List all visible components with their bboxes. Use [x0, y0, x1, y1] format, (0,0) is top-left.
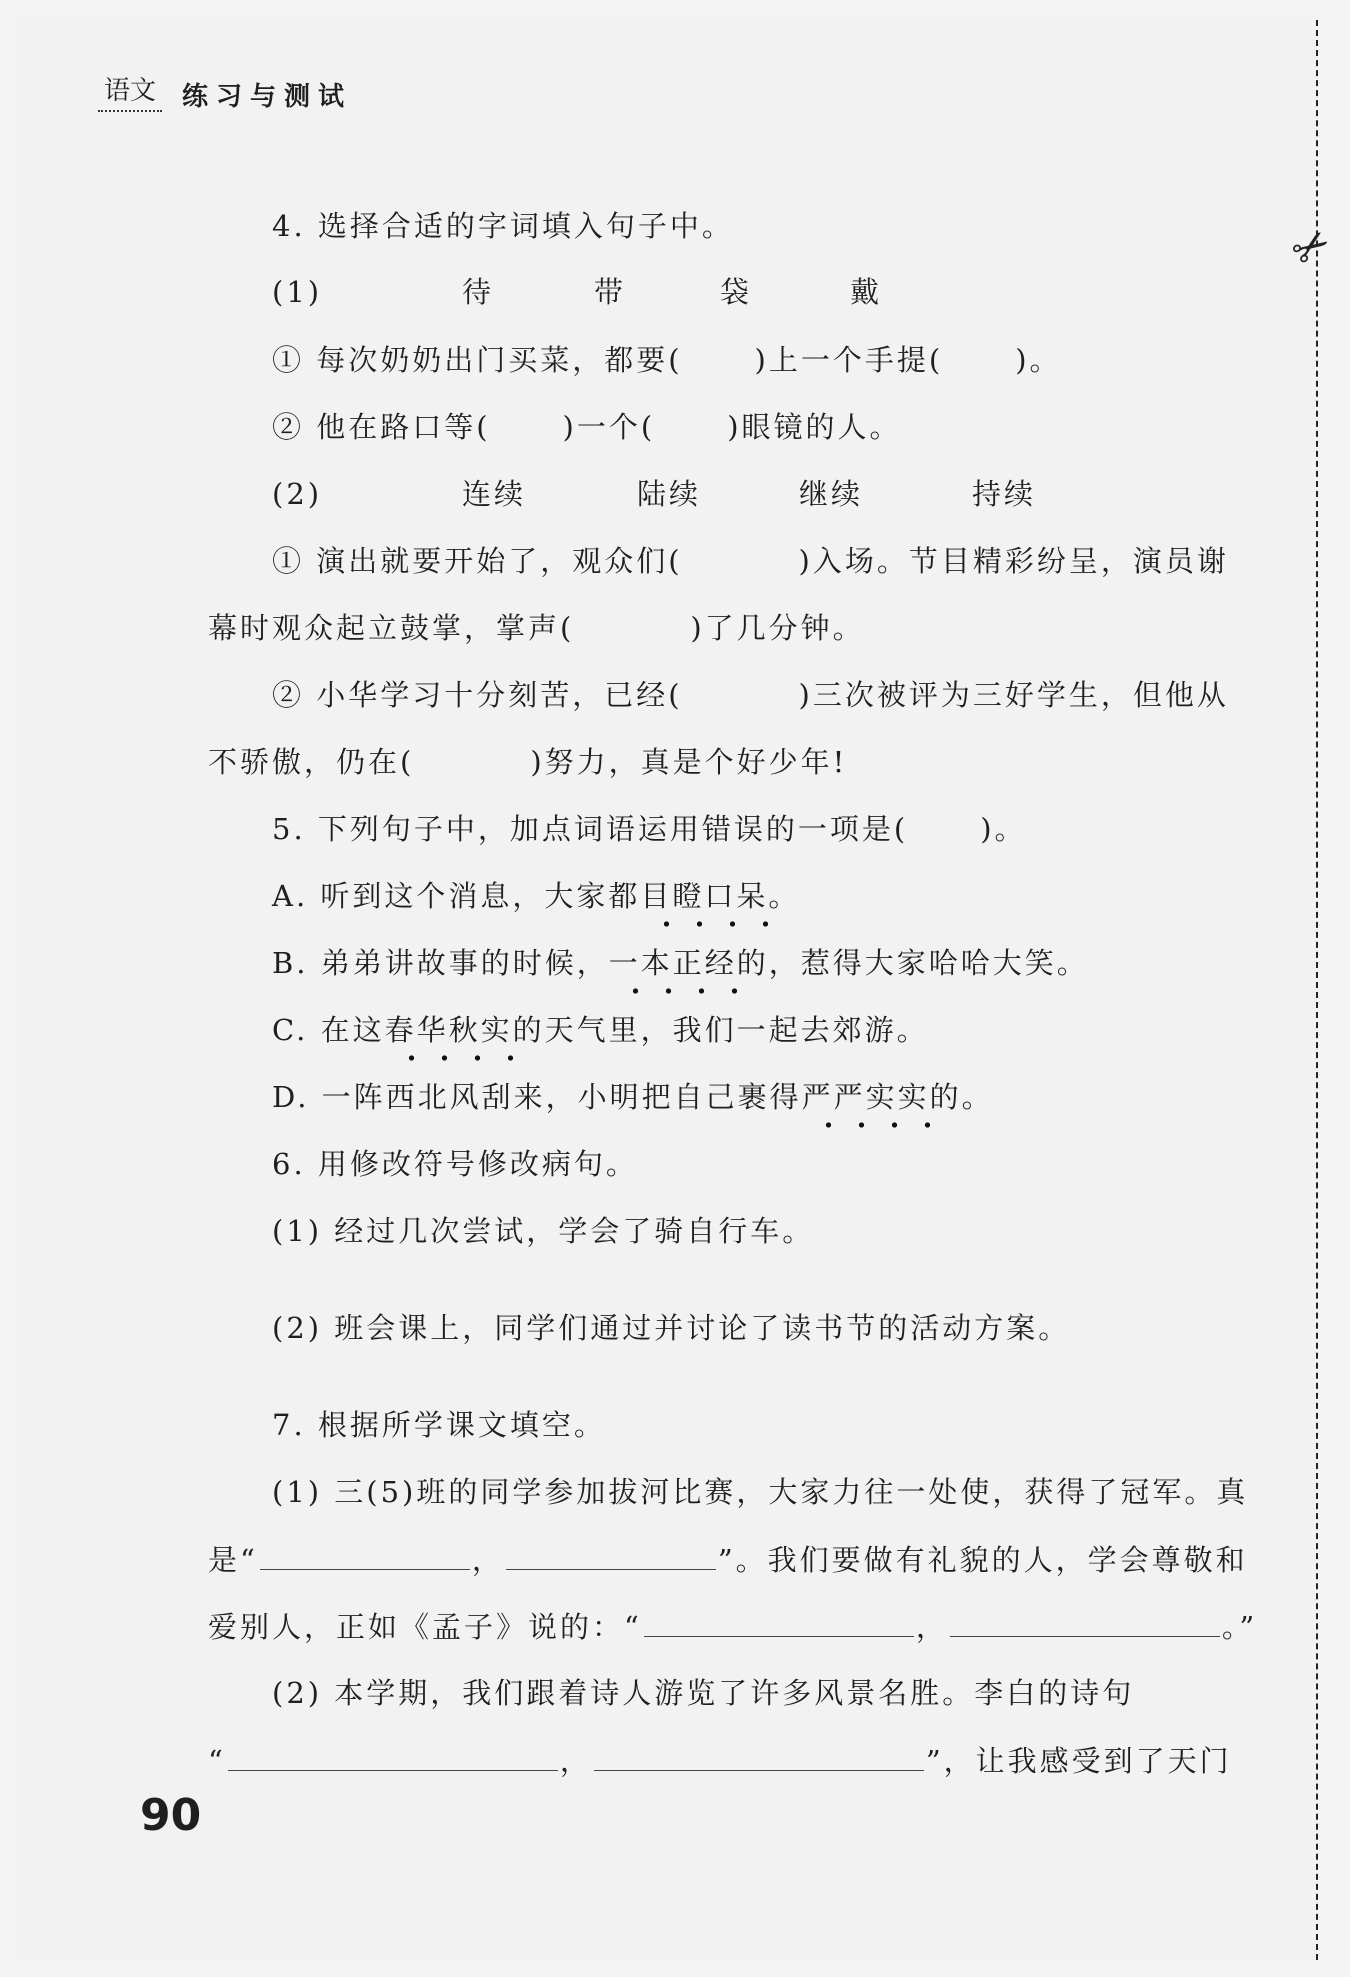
text-segment: )入场。节目精彩纷呈，演员谢 — [798, 544, 1229, 578]
text-segment: 的天气里，我们一起去郊游。 — [512, 1013, 929, 1047]
text-segment: ， — [559, 1744, 592, 1778]
q4-sentence-3 — [272, 541, 1229, 581]
q4-part1-label: (1) — [272, 275, 323, 309]
text-segment: )眼镜的人。 — [727, 410, 902, 444]
text-segment: C. 在这 — [272, 1013, 385, 1047]
text-segment: )努力，真是个好少年! — [530, 745, 848, 779]
q4-word-option: 袋 — [720, 275, 753, 309]
cut-line — [1316, 20, 1318, 1960]
q5-title — [272, 809, 1027, 849]
dotted-phrase: 春华秋实 — [385, 1013, 513, 1063]
fill-in-line[interactable] — [506, 1539, 716, 1570]
text-segment: 不骄傲，仍在( — [208, 745, 415, 779]
q6-title: 6. 用修改符号修改病句。 — [272, 1147, 638, 1181]
q5-option-c — [272, 1010, 929, 1050]
text-segment: ， — [915, 1610, 948, 1644]
text-segment: ， — [471, 1543, 504, 1577]
q7-title: 7. 根据所学课文填空。 — [272, 1408, 606, 1442]
text-segment: 5. 下列句子中，加点词语运用错误的一项是( — [272, 812, 909, 846]
q5-option-a — [272, 876, 800, 916]
q4-word-option: 戴 — [850, 275, 883, 309]
q4-part2-options — [272, 474, 1072, 514]
q4-word-option: 持续 — [972, 477, 1037, 511]
q6-sentence-1: (1) 经过几次尝试，学会了骑自行车。 — [272, 1214, 815, 1248]
text-segment: ① 演出就要开始了，观众们( — [272, 544, 683, 578]
fill-in-line[interactable] — [260, 1539, 470, 1570]
q5-option-d — [272, 1077, 994, 1117]
text-segment: )一个( — [562, 410, 656, 444]
q7-part2-line2 — [208, 1740, 1232, 1781]
text-segment: B. 弟弟讲故事的时候， — [272, 946, 609, 980]
q6-sentence-2: (2) 班会课上，同学们通过并讨论了读书节的活动方案。 — [272, 1311, 1071, 1345]
text-segment: 爱别人，正如《孟子》说的：“ — [208, 1610, 642, 1644]
q4-word-option: 待 — [462, 275, 495, 309]
q4-sentence-4-cont — [208, 742, 847, 782]
q4-title: 4. 选择合适的字词填入句子中。 — [272, 209, 734, 243]
q7-part1-line2 — [208, 1539, 1248, 1580]
text-segment: 。 — [768, 879, 801, 913]
text-segment: A. 听到这个消息，大家都 — [272, 879, 641, 913]
text-segment: ”，让我感受到了天门 — [925, 1744, 1232, 1778]
text-segment: ② 他在路口等( — [272, 410, 491, 444]
q4-sentence-2 — [272, 407, 902, 447]
dotted-phrase: 一本正经 — [609, 946, 737, 996]
text-segment: ① 每次奶奶出门买菜，都要( — [272, 343, 683, 377]
scissors-icon: ✂ — [1281, 216, 1342, 280]
text-segment: 是“ — [208, 1543, 258, 1577]
q4-part2-label: (2) — [272, 477, 323, 511]
text-segment: )。 — [1015, 343, 1062, 377]
text-segment: ② 小华学习十分刻苦，已经( — [272, 678, 683, 712]
text-segment: “ — [208, 1744, 226, 1778]
dotted-phrase: 目瞪口呆 — [640, 879, 768, 929]
q4-sentence-4 — [272, 675, 1229, 715]
text-segment: 的，惹得大家哈哈大笑。 — [736, 946, 1089, 980]
text-segment: 。” — [1221, 1610, 1258, 1644]
subject-label: 语文 — [98, 74, 162, 112]
fill-in-line[interactable] — [594, 1740, 924, 1771]
q4-sentence-3-cont — [208, 608, 865, 648]
text-segment: )了几分钟。 — [690, 611, 865, 645]
q4-word-option: 连续 — [462, 477, 527, 511]
dotted-phrase: 严严实实 — [802, 1080, 930, 1130]
q4-word-option: 继续 — [799, 477, 864, 511]
text-segment: D. 一阵西北风刮来，小明把自己裹得 — [272, 1080, 802, 1114]
q4-part1-options — [272, 272, 972, 312]
q4-sentence-1 — [272, 340, 1062, 380]
book-title: 练习与测试 — [182, 82, 353, 112]
text-segment: 的。 — [929, 1080, 994, 1114]
q7-part1-line1: (1) 三(5)班的同学参加拔河比赛，大家力往一处使，获得了冠军。真 — [272, 1475, 1249, 1509]
page-number: 90 — [140, 1790, 202, 1841]
q4-word-option: 带 — [594, 275, 627, 309]
q7-part1-line3 — [208, 1606, 1257, 1647]
text-segment: ”。我们要做有礼貌的人，学会尊敬和 — [717, 1543, 1248, 1577]
q7-part2-line1: (2) 本学期，我们跟着诗人游览了许多风景名胜。李白的诗句 — [272, 1676, 1135, 1710]
text-segment: )三次被评为三好学生，但他从 — [798, 678, 1229, 712]
fill-in-line[interactable] — [950, 1606, 1220, 1637]
text-segment: 幕时观众起立鼓掌，掌声( — [208, 611, 575, 645]
fill-in-line[interactable] — [228, 1740, 558, 1771]
q4-word-option: 陆续 — [637, 477, 702, 511]
text-segment: )上一个手提( — [754, 343, 944, 377]
q5-option-b — [272, 943, 1089, 983]
text-segment: )。 — [980, 812, 1027, 846]
fill-in-line[interactable] — [644, 1606, 914, 1637]
